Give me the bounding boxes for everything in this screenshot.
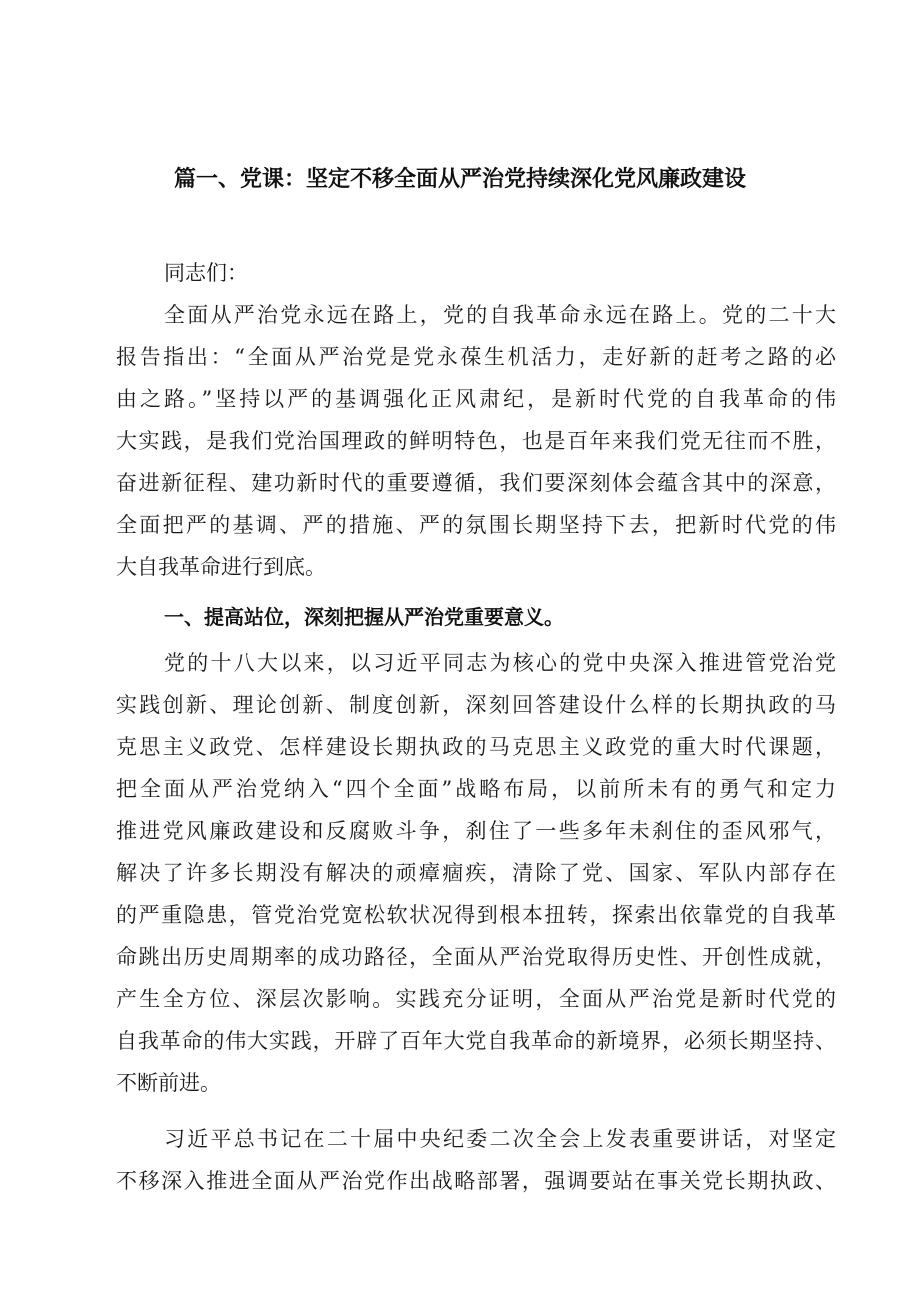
paragraph-line: 克思主义政党、怎样建设长期执政的马克思主义政党的重大时代课题， (116, 735, 836, 759)
paragraph-line: 不断前进。 (116, 1071, 221, 1095)
paragraph-line: 解决了许多长期没有解决的顽瘴痼疾，清除了党、国家、军队内部存在 (116, 861, 836, 885)
paragraph-line: 把全面从严治党纳入“四个全面”战略布局，以前所未有的勇气和定力 (116, 777, 836, 801)
paragraph-line: 由之路。”坚持以严的基调强化正风肃纪，是新时代党的自我革命的伟 (116, 387, 836, 411)
paragraph-line: 大实践，是我们党治国理政的鲜明特色，也是百年来我们党无往而不胜， (116, 429, 836, 453)
paragraph-line: 党的十八大以来，以习近平同志为核心的党中央深入推进管党治党 (164, 651, 836, 675)
paragraph-line: 实践创新、理论创新、制度创新，深刻回答建设什么样的长期执政的马 (116, 693, 836, 717)
greeting: 同志们： (164, 261, 248, 285)
paragraph-line: 不移深入推进全面从严治党作出战略部署，强调要站在事关党长期执政、 (116, 1169, 836, 1193)
document-title: 篇一、党课：坚定不移全面从严治党持续深化党风廉政建设 (173, 167, 746, 192)
paragraph-line: 全面把严的基调、严的措施、严的氛围长期坚持下去，把新时代党的伟 (116, 513, 836, 537)
paragraph-line: 全面从严治党永远在路上，党的自我革命永远在路上。党的二十大 (164, 303, 836, 327)
paragraph-line: 奋进新征程、建功新时代的重要遵循，我们要深刻体会蕴含其中的深意， (116, 471, 836, 495)
paragraph-line: 命跳出历史周期率的成功路径，全面从严治党取得历史性、开创性成就， (116, 945, 836, 969)
paragraph-line: 习近平总书记在二十届中央纪委二次全会上发表重要讲话，对坚定 (164, 1127, 836, 1151)
paragraph-line: 报告指出：“全面从严治党是党永葆生机活力，走好新的赶考之路的必 (116, 345, 836, 369)
paragraph-line: 大自我革命进行到底。 (116, 555, 326, 579)
paragraph-line: 推进党风廉政建设和反腐败斗争，刹住了一些多年未刹住的歪风邪气， (116, 819, 836, 843)
section-heading: 一、提高站位，深刻把握从严治党重要意义。 (164, 605, 564, 629)
paragraph-line: 的严重隐患，管党治党宽松软状况得到根本扭转，探索出依靠党的自我革 (116, 903, 836, 927)
paragraph-line: 自我革命的伟大实践，开辟了百年大党自我革命的新境界，必须长期坚持、 (116, 1029, 836, 1053)
paragraph-line: 产生全方位、深层次影响。实践充分证明，全面从严治党是新时代党的 (116, 987, 836, 1011)
